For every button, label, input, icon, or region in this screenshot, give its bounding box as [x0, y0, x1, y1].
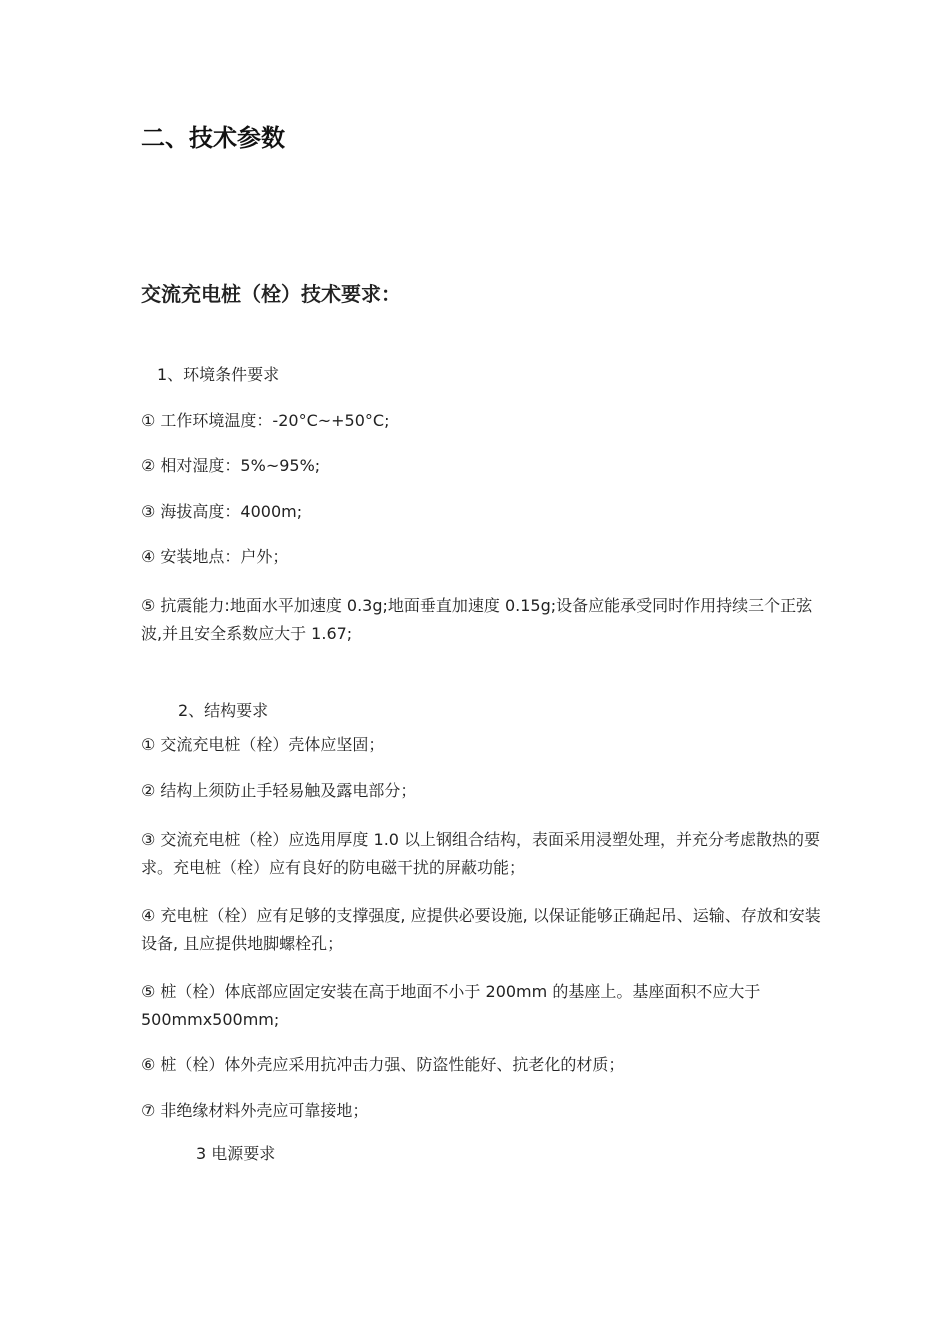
- list-item: ④ 安装地点：户外；: [141, 547, 289, 566]
- section-title-structure: 2、结构要求: [178, 701, 269, 720]
- list-item: ⑥ 桩（栓）体外壳应采用抗冲击力强、防盗性能好、抗老化的材质；: [141, 1055, 625, 1074]
- list-item: ⑦ 非绝缘材料外壳应可靠接地；: [141, 1101, 369, 1120]
- list-item: ⑤ 抗震能力:地面水平加速度 0.3g;地面垂直加速度 0.15g;设备应能承受同时作用持续三个正弦波,并且安全系数应大于 1.67;: [141, 596, 813, 643]
- list-item: ④ 充电桩（栓）应有足够的支撑强度, 应提供必要设施, 以保证能够正确起吊、运输、存放和安装设备, 且应提供地脚螺栓孔；: [141, 906, 821, 953]
- list-item: ① 交流充电桩（栓）壳体应坚固；: [141, 735, 385, 754]
- list-item: ② 相对湿度：5%~95%;: [141, 456, 321, 475]
- list-item: ③ 海拔高度：4000m;: [141, 502, 303, 521]
- list-item: ③ 交流充电桩（栓）应选用厚度 1.0 以上钢组合结构，表面采用浸塑处理，并充分考虑散热的要求。充电桩（栓）应有良好的防电磁干扰的屏蔽功能；: [141, 830, 821, 877]
- section-title-environment: 1、环境条件要求: [157, 365, 280, 384]
- page-title: 二、技术参数: [141, 124, 285, 152]
- section-title-power: 3 电源要求: [196, 1144, 276, 1163]
- section-subheading: 交流充电桩（栓）技术要求：: [141, 282, 401, 306]
- list-item: ② 结构上须防止手轻易触及露电部分；: [141, 781, 417, 800]
- list-item: ⑤ 桩（栓）体底部应固定安装在高于地面不小于 200mm 的基座上。基座面积不应大于 500mmx500mm;: [141, 982, 761, 1029]
- list-item: ① 工作环境温度：-20°C~+50°C;: [141, 411, 390, 430]
